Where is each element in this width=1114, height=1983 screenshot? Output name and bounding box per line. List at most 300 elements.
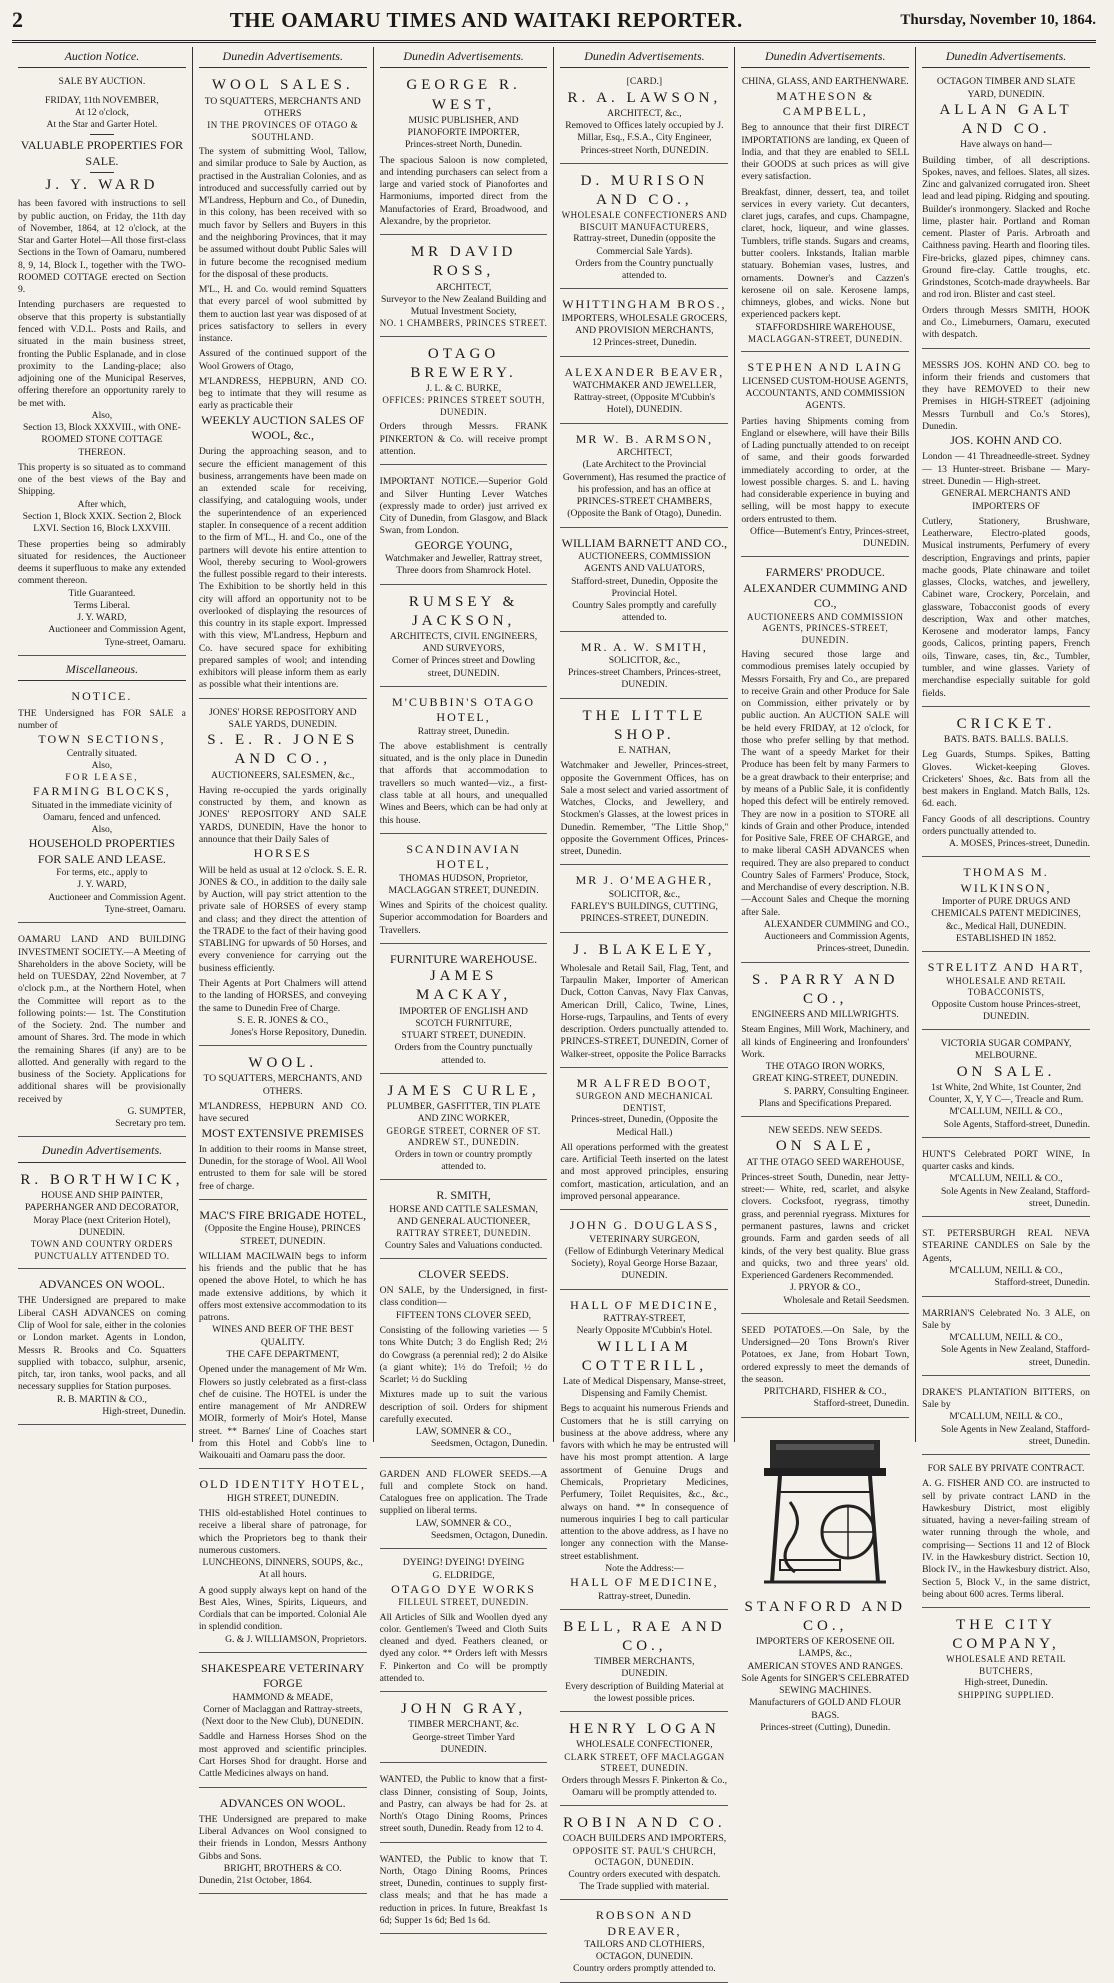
ad-line: Orders through Messrs F. Pinkerton & Co., Oamaru will be promptly attended to. bbox=[561, 1774, 728, 1798]
ad-line: Office—Butement's Entry, Princes-street, DUNEDIN. bbox=[749, 525, 910, 550]
ad-line: Moray Place (next Criterion Hotel), DUNEDIN. bbox=[33, 1214, 171, 1238]
ad-line: CHINA, GLASS, AND EARTHENWARE. bbox=[741, 76, 909, 88]
clover-ad bbox=[380, 1263, 548, 1458]
ad-line: GREAT KING-STREET, DUNEDIN. bbox=[752, 1073, 899, 1085]
ad-body: THE Undersigned has FOR SALE a number of bbox=[18, 707, 186, 731]
ad-headline: JOS. KOHN AND CO. bbox=[950, 433, 1062, 448]
ad-headline: WILLIAM BARNETT AND CO., bbox=[561, 535, 728, 550]
ad-line: IN THE PROVINCES OF OTAGO & SOUTHLAND. bbox=[207, 120, 359, 142]
ad-line: AUCTIONEERS AND COMMISSION AGENTS, PRINCES-STREET, DUNEDIN. bbox=[746, 611, 904, 645]
ad-name: JAMES MACKAY, bbox=[416, 968, 512, 1004]
ad-line: After which, bbox=[77, 498, 127, 510]
ad-line: WHOLESALE CONFECTIONER, bbox=[576, 1739, 713, 1751]
ad-body: Beg to announce that their first DIRECT IMPORTATIONS are landing, ex Queen of India, and that they are enabled to SELL their GOODS at such prices as will give every satisfaction. bbox=[741, 122, 910, 183]
ad-line: SOLICITOR, &c., bbox=[608, 654, 681, 666]
ad-line: Note the Address:— bbox=[605, 1562, 684, 1574]
ad-body: Orders through Messrs SMITH, HOOK and Co., Limeburners, Oamaru, executed with despatch. bbox=[922, 304, 1090, 341]
ad-name: BELL, RAE AND CO., bbox=[563, 1618, 726, 1654]
ad-body: Fancy Goods of all descriptions. Country orders punctually attended to. bbox=[922, 813, 1090, 837]
ad-line: Princes-street, Dunedin, (Opposite the Medical Hall.) bbox=[570, 1114, 718, 1138]
ad-line: WHOLESALE AND RETAIL BUTCHERS, bbox=[946, 1654, 1066, 1676]
whittingham-ad bbox=[560, 293, 728, 356]
ad-body: London — 41 Threadneedle-street. Sydney — 13 Hunter-street. Brisbane — Mary-street. Dunedin — High-street. bbox=[922, 451, 1090, 487]
ad-line: FILLEUL STREET, DUNEDIN. bbox=[398, 1597, 529, 1608]
ad-line: Have always on hand— bbox=[960, 139, 1053, 151]
ad-headline: OTAGO DYE WORKS bbox=[391, 1581, 536, 1596]
ad-line: OPPOSITE ST. PAUL'S CHURCH, OCTAGON, DUNEDIN. bbox=[572, 1845, 717, 1868]
ad-body: During the approaching season, and to secure the efficient management of this business, arrangements have been made on an extended scale for receiving, classifying, and cataloguing wools, under the superintendence of an experienced stapler. In consequence of a recent addition to the firm of M'L., H. and Co., one of the partners will devote his entire attention to Wool, thereby securing to Wool-growers the fullest possible regard to their interests. The Exhibition to be shortly held in this city will afford an opportunity not to be overlooked of displaying the resources of this country in its staple export. Impressed with this view, M'Landress, Hepburn and Co. have secured space for exhibiting prepared samples of wool; and intending exhibitors will please inform them as early as possible what their intentions are. bbox=[198, 446, 367, 691]
ad-name: ALLAN GALT AND CO. bbox=[939, 101, 1073, 138]
ad-line: Country Sales and Valuations conducted. bbox=[384, 1239, 543, 1251]
ad-line: Princes-street North, Dunedin. bbox=[404, 139, 523, 151]
ad-line: HOUSEHOLD PROPERTIES FOR SALE AND LEASE. bbox=[28, 836, 176, 866]
sugar-ad bbox=[922, 1034, 1090, 1138]
old-identity-ad bbox=[199, 1473, 367, 1653]
macs-hotel-ad bbox=[199, 1204, 367, 1469]
ad-line: DYEING! DYEING! DYEING bbox=[402, 1557, 525, 1569]
ad-signature: M'CALLUM, NEILL & CO., bbox=[949, 1332, 1063, 1344]
ad-line: DUNEDIN. bbox=[621, 1668, 668, 1680]
ad-line: Late of Medical Dispensary, Manse-street, Dispensing and Family Chemist. bbox=[562, 1375, 726, 1400]
column-heading: Dunedin Advertisements. bbox=[922, 47, 1090, 68]
ad-line: SHIPPING SUPPLIED. bbox=[958, 1689, 1055, 1700]
column-5 bbox=[735, 47, 916, 1733]
ad-name: ON SALE, bbox=[775, 1138, 875, 1155]
ad-line: Sole Agents in New Zealand, Stafford-street, Dunedin. bbox=[940, 1423, 1090, 1447]
ad-line: HOUSE AND SHIP PAINTER, PAPERHANGER AND DECORATOR, bbox=[25, 1190, 179, 1214]
column-heading: Auction Notice. bbox=[18, 47, 186, 68]
matheson-ad bbox=[741, 72, 909, 352]
ad-signature: M'CALLUM, NEILL & CO., bbox=[949, 1173, 1063, 1185]
ad-line: J. L. & C. BURKE, bbox=[425, 383, 502, 395]
ad-line: HAMMOND & MEADE, bbox=[232, 1691, 333, 1703]
ad-body: Saddle and Harness Horses Shod on the most approved and scientific principles. Cart Horses Shod for draught. Horse and Cattle Medicines always on hand. bbox=[198, 1731, 367, 1780]
column-1 bbox=[12, 47, 193, 1442]
ad-line: TOWN AND COUNTRY ORDERS PUNCTUALLY ATTENDED TO. bbox=[30, 1239, 174, 1261]
bell-rae-ad bbox=[560, 1614, 728, 1712]
ad-headline: VALUABLE PROPERTIES FOR SALE. bbox=[20, 138, 184, 168]
gray-ad bbox=[380, 1696, 548, 1763]
ad-line: Section 1, Block XXIX. Section 2, Block LXVI. Section 16, Block LXXVIII. bbox=[22, 510, 182, 535]
ad-body: Begs to acquaint his numerous Friends and Customers that he is still carrying on business at the above address, where any favors with which he may be entrusted will have his most prompt attention. A large assortment of Genuine Drugs and Chemicals, Proprietary Medicines, Perfumery, Toilet Requisites, &c., &c., always on hand. ** In consequence of numerous inquiries I beg to call particular attention to the above address, as I have no longer any connection with the Manse-street establishment. bbox=[560, 1403, 729, 1562]
young-ad bbox=[380, 469, 548, 584]
ad-name: WILLIAM COTTERILL, bbox=[581, 1338, 708, 1374]
ad-line: Watchmaker and Jeweller, Rattray street, Three doors from Shamrock Hotel. bbox=[385, 552, 543, 577]
ad-line: Situated in the immediate vicinity of Oamaru, fenced and unfenced. bbox=[31, 799, 173, 823]
ad-line: ARCHITECT, bbox=[435, 281, 492, 293]
ad-headline: HORSES bbox=[253, 846, 312, 861]
ad-line: At the Star and Garter Hotel. bbox=[46, 119, 158, 131]
ad-body: Their Agents at Port Chalmers will attend to the landing of HORSES, and conveying the same to Dunedin Free of Charge. bbox=[198, 977, 367, 1014]
ad-body: Having secured those large and commodious premises lately occupied by Messrs Forsaith, Fry and Co., are prepared to receive Grain and other Produce for Sale on Commission, either privately or by public auction. An AUCTION SALE will be held every FRIDAY, at 12 o'clock, for those who prefer selling by that method. The want of a speedy Market for their Produce has been felt by many Farmers to be a great drawback to their enterprise; and by means of a Public Sale, it is confidently hoped this defect will be entirely removed. They are now in a position to STORE all kinds of Grain and other Produce, intended for Positive Sale, FREE OF CHARGE, and to make liberal CASH ADVANCES when required. They are also prepared to conduct Country Sales of Farmers' Produce, Stock, and Merchandise of every description. N.B.—Account Sales and Cheque the morning after Sale. bbox=[741, 649, 910, 918]
candles-ad bbox=[922, 1221, 1090, 1296]
ad-headline: GEORGE YOUNG, bbox=[414, 537, 513, 552]
column-6 bbox=[916, 47, 1096, 1700]
ad-line: Jones's Horse Repository, Dunedin. bbox=[230, 1027, 367, 1039]
ad-line: CLARK STREET, OFF MACLAGGAN STREET, DUNEDIN. bbox=[564, 1751, 725, 1774]
ad-name: WOOL SALES. bbox=[211, 77, 354, 94]
column-heading: Dunedin Advertisements. bbox=[560, 47, 728, 68]
ad-headline: ROBSON AND DREAVER, bbox=[595, 1908, 693, 1938]
ad-body: In addition to their rooms in Manse street, Dunedin, for the storage of Wool. All Wool entrusted to them for sale will be stored free of charge. bbox=[198, 1143, 367, 1192]
ad-body: These properties being so admirably situated for residences, the Auctioneer deems it superfluous to make any extended comment thereon. bbox=[18, 538, 186, 587]
ad-headline: STRELITZ AND HART, bbox=[927, 960, 1085, 975]
ad-name: THE CITY COMPANY, bbox=[952, 1617, 1060, 1653]
dining-ad-2 bbox=[380, 1847, 548, 1935]
ad-line: Also, bbox=[91, 759, 113, 771]
strelitz-ad bbox=[922, 956, 1090, 1030]
ad-line: AUCTIONEERS, COMMISSION AGENTS AND VALUATORS, bbox=[578, 550, 711, 575]
ad-body: Orders through Messrs. FRANK PINKERTON & Co. will receive prompt attention. bbox=[379, 421, 548, 458]
ad-name: ROBIN AND CO. bbox=[563, 1815, 726, 1832]
ad-line: FRIDAY, 11th NOVEMBER, bbox=[45, 94, 159, 106]
ad-line: Tyne-street, Oamaru. bbox=[104, 903, 186, 915]
ad-body: THE Undersigned are prepared to make Liberal CASH ADVANCES on coming Clip of Wool for sale, either in the colonies or London market. Agents in London, Messrs R. Brooks and Co. Squatters supplied with tobacco, sulphur, arsenic, pitch, tar, iron tanks, wool packs, and all necessary supplies for Station purposes. bbox=[18, 1295, 186, 1393]
ad-signature: LAW, SOMNER & CO., bbox=[415, 1426, 512, 1438]
ad-line: Seedsmen, Octagon, Dunedin. bbox=[431, 1529, 548, 1541]
ad-name: JOHN GRAY, bbox=[401, 1701, 527, 1718]
ad-signature: J. Y. WARD, bbox=[77, 879, 127, 891]
ad-line: RATTRAY-STREET, bbox=[603, 1312, 686, 1324]
ad-line: Centrally situated. bbox=[66, 747, 138, 759]
ad-line: Dunedin, 21st October, 1864. bbox=[198, 1875, 312, 1887]
ad-line: AUCTIONEERS, SALESMEN, &c., bbox=[211, 769, 355, 781]
drake-ad bbox=[922, 1380, 1090, 1455]
ad-line: IMPORTER OF ENGLISH AND SCOTCH FURNITURE, bbox=[399, 1005, 528, 1029]
ad-body: Princes-street South, Dunedin, near Jetty-street:— White, red, scarlet, and alsyke clovers. Cocksfoot, ryegrass, timothy grass, and perennial ryegrass. Mixtures for permanent pastures, lawns and cricket grounds. Farm and garden seeds of all kinds, of the very best quality. Blue grass and quicks, two and three years' old. Experienced Gardeners Recommended. bbox=[741, 1171, 910, 1282]
ad-line: Stafford-street, Dunedin, Opposite the Provincial Hotel. bbox=[571, 575, 718, 599]
ad-line: Plans and Specifications Prepared. bbox=[758, 1097, 892, 1109]
curle-ad bbox=[380, 1078, 548, 1180]
ad-signature: J. Y. WARD, bbox=[77, 612, 127, 624]
ad-body: MARRIAN'S Celebrated No. 3 ALE, on Sale by bbox=[922, 1307, 1090, 1331]
jones-ad bbox=[199, 703, 367, 1047]
ad-body: M'L., H. and Co. would remind Squatters that every parcel of wool submitted by them to auction last year was disposed of at prices satisfactory to sellers in every instance. bbox=[198, 284, 367, 345]
ad-signature: G. & J. WILLIAMSON, Proprietors. bbox=[225, 1633, 367, 1645]
ad-body: A. G. FISHER AND CO. are instructed to sell by private contract LAND in the Hawkesbury District, most eligibly situated, having a never-failing stream of water running through the whole, and comprising— Sections 11 and 12 of Block IV. in the Hawkesbury district. Section 10, Block IV., in the Hawkesbury district. Also, Section 5, Block V., in the same district, being about 600 acres. Terms liberal. bbox=[922, 1478, 1090, 1600]
ad-line: AT THE OTAGO SEED WAREHOUSE, bbox=[746, 1156, 905, 1168]
ad-line: Country Sales promptly and carefully attended to. bbox=[572, 600, 717, 624]
ad-body: Having re-occupied the yards originally constructed by them, and known as JONES' REPOSITORY AND SALE YARDS, DUNEDIN, Have the honor to announce that their Daily Sales of bbox=[198, 784, 367, 845]
stanford-ad bbox=[741, 1422, 909, 1741]
column-heading: Dunedin Advertisements. bbox=[380, 47, 548, 68]
potatoes-ad bbox=[741, 1318, 909, 1418]
ad-signature: G. SUMPTER, bbox=[127, 1105, 186, 1117]
ad-body: This property is so situated as to command one of the best views of the Bay and Shipping. bbox=[18, 461, 186, 498]
omeagher-ad bbox=[560, 869, 728, 932]
ad-name: D. MURISON AND CO., bbox=[580, 172, 709, 209]
dye-ad bbox=[380, 1553, 548, 1692]
ad-line: TOWN SECTIONS, bbox=[38, 732, 166, 747]
rumsey-ad bbox=[380, 589, 548, 687]
notice-ad bbox=[18, 685, 186, 923]
ad-headline: THOMAS M. WILKINSON, bbox=[960, 865, 1052, 895]
ad-line: Tyne-street, Oamaru. bbox=[104, 636, 186, 648]
ad-body: The spacious Saloon is now completed, and intending purchasers can select from a large and varied stock of Pianofortes and Harmoniums, imported direct from the Manufactories of Erard, Broadwood, and Alexandre, by the proprietor. bbox=[379, 154, 548, 227]
city-company-ad bbox=[922, 1612, 1090, 1707]
ad-line: VICTORIA SUGAR COMPANY, MELBOURNE. bbox=[940, 1038, 1072, 1062]
ad-signature: PRITCHARD, FISHER & CO., bbox=[763, 1386, 887, 1398]
barnett-ad bbox=[560, 532, 728, 632]
ad-line: HORSE AND CATTLE SALESMAN, AND GENERAL AUCTIONEER, bbox=[389, 1203, 538, 1227]
ad-line: FARLEY'S BUILDINGS, CUTTING, PRINCES-STREET, DUNEDIN. bbox=[570, 901, 718, 925]
wool-ad bbox=[199, 1050, 367, 1200]
ad-body: The above establishment is centrally situated, and is the only place in Dunedin that affords that accommodation to travellers so much wanted—viz., a first-class table at all hours, and unequalled Wines and Beers, which can be had only at this house. bbox=[379, 740, 548, 826]
ad-line: THOMAS HUDSON, Proprietor, MACLAGGAN STREET, DUNEDIN. bbox=[388, 872, 539, 896]
ad-line: NEW SEEDS. NEW SEEDS. bbox=[768, 1125, 883, 1137]
ad-body: HUNT'S Celebrated PORT WINE, In quarter casks and kinds. bbox=[922, 1148, 1090, 1173]
ad-body: All Articles of Silk and Woollen dyed any color. Gentlemen's Tweed and Cloth Suits cleaned and dyed. Feathers cleaned, or dyed any color. ** Orders left with Messrs F. Pinkerton and Co will be promptly attended to. bbox=[379, 1611, 548, 1684]
ad-line: JONES' HORSE REPOSITORY AND SALE YARDS, DUNEDIN. bbox=[208, 706, 357, 730]
ad-body: Wholesale and Retail Sail, Flag, Tent, and Tarpaulin Maker, Importer of American Duck, Cotton Canvas, Navy Flax Canvas, American Drill, Calico, Twine, Lines, Horse-rugs, Tarpaulins, and Tents of every description. Orders punctually attended to. PRINCES-STREET, DUNEDIN, Corner of Walker-street, opposite the Police Barracks bbox=[560, 962, 729, 1060]
ad-line: ARCHITECTS, CIVIL ENGINEERS, AND SURVEYORS, bbox=[389, 630, 538, 655]
ad-headline: FURNITURE WAREHOUSE. bbox=[390, 951, 538, 966]
ad-body: M'LANDRESS, HEPBURN AND CO. have secured bbox=[198, 1101, 367, 1125]
ad-line: STAFFORDSHIRE WAREHOUSE, bbox=[755, 321, 896, 333]
wool-sales-ad bbox=[199, 72, 367, 698]
armson-ad bbox=[560, 428, 728, 528]
logan-ad bbox=[560, 1716, 728, 1806]
advances-ad bbox=[18, 1273, 186, 1425]
murison-ad bbox=[560, 168, 728, 289]
ad-headline: WHITTINGHAM BROS., bbox=[562, 297, 727, 312]
hunts-ad bbox=[922, 1142, 1090, 1217]
ad-line: BATS. BATS. BALLS. BALLS. bbox=[943, 733, 1069, 745]
ad-line: SOLICITOR, &c., bbox=[608, 888, 681, 900]
garden-ad bbox=[380, 1462, 548, 1550]
ad-name: J. Y. WARD bbox=[45, 177, 159, 194]
ad-line: GENERAL MERCHANTS AND IMPORTERS OF bbox=[941, 488, 1071, 512]
ad-line: DUNEDIN. bbox=[440, 1743, 487, 1755]
ad-line: ARCHITECT, &c., bbox=[607, 107, 682, 119]
ad-name: CRICKET. bbox=[956, 715, 1056, 732]
ad-body: The system of submitting Wool, Tallow, and similar produce to Sale by Auction, as practised in the Australian Colonies, and as introduced and successfully carried out by M'Landress, Hepburn and Co., of Dunedin, in this colony, has been received with so much favor by Sellers and Buyers in this and the neighboring Provinces, that it may be assumed without doubt Public Sales will in future become the recognised medium for the disposal of these products. bbox=[198, 146, 367, 280]
ad-line: ENGINEERS AND MILLWRIGHTS. bbox=[751, 1009, 899, 1021]
ad-signature: LAW, SOMNER & CO., bbox=[415, 1517, 512, 1529]
ad-headline: FOR SALE BY PRIVATE CONTRACT. bbox=[927, 1463, 1085, 1475]
ad-line: Rattray street, Dunedin. bbox=[417, 725, 510, 737]
ad-body: Parties having Shipments coming from England or elsewhere, will have their Bills of Lading punctually attended to on receipt of same, and their goods forwarded immediately according to order, at the lowest possible charges. S. and L. having had considerable experience in buying and selling, will be most happy to execute orders entrusted to them. bbox=[741, 415, 910, 525]
ad-line: PLUMBER, GASFITTER, TIN PLATE AND ZINC WORKER, bbox=[386, 1101, 541, 1125]
ad-line: Rattray-street, Dunedin. bbox=[598, 1590, 691, 1602]
ad-line: OFFICES: PRINCES STREET SOUTH, DUNEDIN. bbox=[382, 395, 545, 417]
ad-body: 1st White, 2nd White, 1st Counter, 2nd Counter, X, Y, Y C—, Treacle and Rum. bbox=[928, 1081, 1084, 1106]
mackay-ad bbox=[380, 948, 548, 1074]
ad-headline: FARMERS' PRODUCE. bbox=[765, 565, 885, 580]
ad-line: FOR LEASE, bbox=[65, 772, 139, 784]
ad-line: Corner of Maclaggan and Rattray-streets, (Next door to the New Club), DUNEDIN. bbox=[202, 1703, 364, 1728]
ad-body: GARDEN AND FLOWER SEEDS.—A full and complete Stock on hand. Catalogues free on application. The Trade supplied on liberal terms. bbox=[379, 1468, 548, 1517]
ad-line: Sole Agents, Stafford-street, Dunedin. bbox=[943, 1118, 1090, 1130]
ad-headline: CLOVER SEEDS. bbox=[418, 1266, 509, 1281]
ad-line: (Opposite the Engine House), PRINCES STREET, DUNEDIN. bbox=[204, 1223, 361, 1247]
ad-headline: MR W. B. ARMSON, bbox=[575, 431, 714, 446]
ad-line: SURGEON AND MECHANICAL DENTIST, bbox=[575, 1091, 713, 1113]
ad-line: Country orders promptly attended to. bbox=[573, 1963, 716, 1975]
ad-body: A good supply always kept on hand of the Best Ales, Wines, Spirits, Liqueurs, and Cordials that can be imported. Colonial Ale in splendid condition. bbox=[198, 1584, 367, 1633]
auction-ward bbox=[18, 72, 186, 656]
ad-line: LICENSED CUSTOM-HOUSE AGENTS, ACCOUNTANTS, AND COMMISSION AGENTS. bbox=[742, 375, 909, 412]
ad-line: Title Guaranteed. bbox=[68, 587, 136, 599]
ad-body: Cutlery, Stationery, Brushware, Leatherware, Electro-plated goods, Musical instruments, Perfumery of every description, Engravings and prints, papier mache goods, Plate chinaware and toilet glasses, Clocks, watches, and jewellery, Cabinet ware, Crockery, Porcelain, and glassware, Tobacconist goods of every description, Wax and other matches, Kerosene and moderator lamps, Fancy goods, Calicos, printing papers, French oils, Tinware, cases, tin, &c., Tumbler, tumbler, and wine glasses. Variety of merchandise especially suitable for gold fields. bbox=[922, 515, 1090, 699]
ad-body: IMPORTANT NOTICE.—Superior Gold and Silver Hunting Lever Watches (expressly made to order) just arrived ex City of Dunedin, from Glasgow, and Black Swan, from London. bbox=[379, 476, 548, 537]
ad-body: Steam Engines, Mill Work, Machinery, and all kinds of Engineering and Ironfounders' Work. bbox=[741, 1024, 910, 1060]
oamaru-land-ad bbox=[18, 927, 186, 1137]
ad-body: Consisting of the following varieties — 5 tons White Dutch; 3 do English Red; 2½ do Cowgrass (a perennial red); 2 do Alsike (a giant white); 1½ do Trefoil; ½ do Scarlet; ½ do Suckling bbox=[379, 1325, 548, 1386]
page-number: 2 bbox=[12, 7, 23, 32]
ad-line: GEORGE STREET, CORNER OF ST. ANDREW ST., DUNEDIN. bbox=[386, 1125, 541, 1148]
ad-headline: MATHESON & CAMPBELL, bbox=[776, 88, 875, 118]
wilkinson-ad bbox=[922, 861, 1090, 952]
section-heading: Dunedin Advertisements. bbox=[18, 1141, 186, 1162]
ad-line: 12 Princes-street, Dunedin. bbox=[592, 337, 697, 349]
ad-line: [CARD.] bbox=[626, 76, 663, 88]
ad-line: WATCHMAKER AND JEWELLER, bbox=[572, 379, 717, 391]
beaver-ad bbox=[560, 361, 728, 424]
ad-headline: R. SMITH, bbox=[436, 1188, 491, 1203]
ad-line: Manufacturers of GOLD AND FLOUR BAGS. bbox=[749, 1697, 902, 1721]
ad-line: George-street Timber Yard bbox=[412, 1731, 515, 1743]
ad-line: THE OTAGO IRON WORKS, bbox=[765, 1061, 885, 1073]
ad-name: OTAGO BREWERY. bbox=[410, 345, 517, 381]
borthwick-ad bbox=[18, 1167, 186, 1269]
shakespeare-ad bbox=[199, 1657, 367, 1788]
smith-ad bbox=[380, 1184, 548, 1259]
douglass-ad bbox=[560, 1214, 728, 1289]
sewing-machine-illustration bbox=[750, 1432, 900, 1592]
ad-signature: R. B. MARTIN & CO., bbox=[56, 1393, 147, 1405]
ad-name: WOOL. bbox=[248, 1055, 318, 1072]
ad-line: Seedsmen, Octagon, Dunedin. bbox=[431, 1438, 548, 1450]
ad-line: For terms, etc., apply to bbox=[56, 867, 148, 879]
ad-headline: JOHN G. DOUGLASS, bbox=[569, 1218, 720, 1233]
ad-line: E. NATHAN, bbox=[618, 745, 671, 757]
ad-name: THE LITTLE SHOP. bbox=[582, 707, 707, 743]
ad-body: Assured of the continued support of the Wool Growers of Otago, bbox=[198, 348, 367, 372]
issue-date: Thursday, November 10, 1864. bbox=[900, 11, 1096, 28]
ad-line: Rattray-street, Dunedin (opposite the Commercial Sale Yards). bbox=[573, 233, 716, 257]
little-shop-ad bbox=[560, 703, 728, 866]
column-heading: Dunedin Advertisements. bbox=[741, 47, 909, 68]
kohn-ad bbox=[922, 353, 1090, 707]
galt-ad bbox=[922, 72, 1090, 348]
ad-headline: OLD IDENTITY HOTEL, bbox=[199, 1477, 366, 1492]
ad-line: AMERICAN STOVES AND RANGES. bbox=[747, 1660, 903, 1672]
ad-line: WHOLESALE AND RETAIL TOBACCONISTS, bbox=[946, 975, 1066, 998]
ad-line: HIGH STREET, DUNEDIN. bbox=[226, 1492, 339, 1504]
ad-line: Stafford-street, Dunedin. bbox=[994, 1277, 1090, 1289]
ad-body: THE Undersigned are prepared to make Liberal Advances on Wool consigned to their friends in London, Messrs Anthony Gibbs and Sons. bbox=[198, 1813, 367, 1862]
cricket-ad bbox=[922, 711, 1090, 858]
ad-line: Princes-street (Cutting), Dunedin. bbox=[760, 1721, 891, 1733]
ad-line: Opposite Custom house Princes-street, DUNEDIN. bbox=[931, 998, 1081, 1022]
ad-line: ARCHITECT, bbox=[616, 447, 673, 459]
ad-line: TO SQUATTERS, MERCHANTS, AND OTHERS. bbox=[203, 1073, 362, 1097]
ad-line: Removed to Offices lately occupied by J. Millar, Esq., F.S.A., City Engineer, Princes-street North, DUNEDIN. bbox=[565, 120, 724, 156]
ad-body: Mixtures made up to suit the various description of soil. Orders for shipment carefully executed. bbox=[379, 1389, 548, 1425]
ad-body: Wines and Spirits of the choicest quality. Superior accommodation for Boarders and Travellers. bbox=[379, 900, 548, 936]
ad-name: J. BLAKELEY, bbox=[573, 941, 716, 958]
ad-body: SEED POTATOES.—On Sale, by the Undersigned—20 Tons Brown's River Potatoes, ex Jane, from Hobart Town, ordered expressly to meet the demands of the season. bbox=[741, 1324, 910, 1385]
ad-body: Breakfast, dinner, dessert, tea, and toilet services in every variety. Cut decanters, claret jugs, carafes, and cups. Champagne, claret, hock, liqueur, and wine glasses. Tumblers, trifle stands. Sugars and creams, butter coolers. Inkstands, Italian marble statuary. Bohemian vases, lustres, and ornaments. Downer's and Cazzen's kerosene oil on sale. Kerosene lamps, chimneys, globes, and wicks. None but experienced packers kept. bbox=[741, 186, 910, 321]
ad-signature: A. MOSES, Princes-street, Dunedin. bbox=[949, 838, 1090, 850]
column-heading: Dunedin Advertisements. bbox=[199, 47, 367, 68]
ad-name: GEORGE R. WEST, bbox=[406, 77, 521, 113]
ad-line: TIMBER MERCHANT, &c. bbox=[408, 1719, 519, 1731]
ad-headline: M'CUBBIN'S OTAGO HOTEL, bbox=[392, 694, 536, 725]
ad-body: Building timber, of all descriptions. Spokes, naves, and felloes. Slates, all sizes. Zinc and galvanized corrugated iron. Sheet lead and lead piping. Ridging and spouting. Builder's ironmongery. Slacked and Roche lime, plaster hair. Portland and Roman cement. Plaster of Paris. Arbroath and Caithness paving. Hearth and flooring tiles. Fire-bricks, glazed pipes, chimney cans. Ground fire-clay. Cattle troughs, etc. Grindstones, Scotch-made draywheels. Bar and rod iron. Blister and cast steel. bbox=[922, 154, 1090, 301]
section-heading: Miscellaneous. bbox=[18, 660, 186, 681]
ad-headline: MR J. O'MEAGHER, bbox=[575, 873, 714, 888]
ad-line: THE CAFE DEPARTMENT, bbox=[226, 1348, 340, 1360]
ad-body: WANTED, the Public to know that T. North, Otago Dining Rooms, Princes street, Dunedin, continues to supply first-class meals; and that he has made a reduction in prices. In future, Breakfast 1s 6d; Supper 1s 6d; Bed 1s 6d. bbox=[379, 1853, 548, 1926]
column-3 bbox=[374, 47, 555, 1926]
parry-ad bbox=[741, 967, 909, 1118]
ad-line: IMPORTERS OF KEROSENE OIL LAMPS, &c., bbox=[755, 1636, 895, 1660]
ad-line: COACH BUILDERS AND IMPORTERS, bbox=[562, 1833, 727, 1845]
ad-line: At 12 o'clock, bbox=[75, 106, 129, 118]
ad-line: TIMBER MERCHANTS, bbox=[594, 1656, 695, 1668]
ad-body: Will be held as usual at 12 o'clock. S. E. R. JONES & CO., in addition to the daily sale by Auction, will pay strict attention to the private sale of HORSES of every stamp and class; and they direct the attention of the TRADE to the fact of their having good STABLING for upwards of 50 Horses, and every convenience for carrying out the business efficiently. bbox=[198, 864, 367, 974]
smith-solicitor-ad bbox=[560, 636, 728, 699]
ad-signature: M'CALLUM, NEILL & CO., bbox=[949, 1264, 1063, 1276]
ad-line: Importer of PURE DRUGS AND CHEMICALS PATENT MEDICINES, &c., Medical Hall, DUNEDIN. ESTABLISHED IN 1852. bbox=[931, 896, 1081, 944]
column-4 bbox=[554, 47, 735, 1975]
ad-headline: SHAKESPEARE VETERINARY FORGE bbox=[201, 1660, 365, 1691]
ad-body: ON SALE, by the Undersigned, in first-class condition— bbox=[379, 1285, 548, 1309]
ad-headline: NOTICE. bbox=[71, 689, 133, 704]
ad-signature: M'CALLUM, NEILL & CO., bbox=[949, 1411, 1063, 1423]
ad-line: G. ELDRIDGE, bbox=[432, 1569, 495, 1581]
ad-line: Orders from the Country punctually attended to. bbox=[575, 257, 714, 282]
ad-name: JAMES CURLE, bbox=[387, 1082, 540, 1099]
ad-name: ON SALE. bbox=[956, 1063, 1056, 1080]
ad-signature: BRIGHT, BROTHERS & CO. bbox=[223, 1862, 342, 1874]
ad-line: TAILORS AND CLOTHIERS, bbox=[584, 1938, 705, 1950]
newspaper-title: THE OAMARU TIMES AND WAITAKI REPORTER. bbox=[229, 7, 743, 32]
ad-line: Section 13, Block XXXVIII., with ONE-ROOMED STONE COTTAGE THEREON. bbox=[23, 422, 181, 458]
ad-body: M'LANDRESS, HEPBURN, AND CO. beg to intimate that they will resume as early as practicable their bbox=[198, 375, 367, 412]
ad-line: RATTRAY STREET, DUNEDIN. bbox=[396, 1228, 531, 1239]
ad-line: Terms Liberal. bbox=[73, 599, 131, 611]
ad-line: Auctioneer and Commission Agent. bbox=[48, 891, 186, 903]
ad-headline: STEPHEN AND LAING bbox=[747, 360, 903, 375]
ad-line: Corner of Princes street and Dowling street, DUNEDIN. bbox=[392, 655, 536, 679]
ad-signature: S. PARRY, Consulting Engineer. bbox=[783, 1085, 910, 1097]
ad-headline: MAC'S FIRE BRIGADE HOTEL, bbox=[199, 1207, 367, 1222]
robin-ad bbox=[560, 1810, 728, 1900]
ad-name: R. A. LAWSON, bbox=[567, 89, 722, 106]
ad-line: Also, bbox=[91, 409, 113, 421]
ad-line: Every description of Building Material at the lowest possible prices. bbox=[565, 1680, 724, 1704]
ad-body: Watchmaker and Jeweller, Princes-street, opposite the Government Offices, has on Sale a most select and varied assortment of Watches, Clocks, and Jewellery, and Stockmen's Glasses, at the lowest prices in Dunedin. Remember, "The Little Shop," opposite the Government Offices, Princes-street, Dunedin. bbox=[560, 760, 729, 858]
ad-line: Wholesale and Retail Seedsmen. bbox=[783, 1294, 910, 1306]
ad-body: ST. PETERSBURGH REAL NEVA STEARINE CANDLES on Sale by the Agents, bbox=[922, 1228, 1090, 1264]
ad-line: Orders from the Country punctually attended to. bbox=[394, 1042, 533, 1066]
hall-medicine-ad bbox=[560, 1294, 728, 1610]
ad-name: HENRY LOGAN bbox=[569, 1721, 720, 1738]
farmers-produce-ad bbox=[741, 561, 909, 962]
ad-line: SALE BY AUCTION. bbox=[58, 76, 146, 88]
ad-line: High-street, Dunedin. bbox=[102, 1405, 186, 1417]
seeds-ad bbox=[741, 1121, 909, 1314]
boot-ad bbox=[560, 1072, 728, 1210]
ad-line: Also, bbox=[91, 824, 113, 836]
ad-line: WHOLESALE CONFECTIONERS AND BISCUIT MANUFACTURERS, bbox=[561, 210, 728, 232]
brewery-ad bbox=[380, 341, 548, 465]
ad-name: RUMSEY & JACKSON, bbox=[408, 593, 519, 629]
private-contract-ad bbox=[922, 1459, 1090, 1608]
